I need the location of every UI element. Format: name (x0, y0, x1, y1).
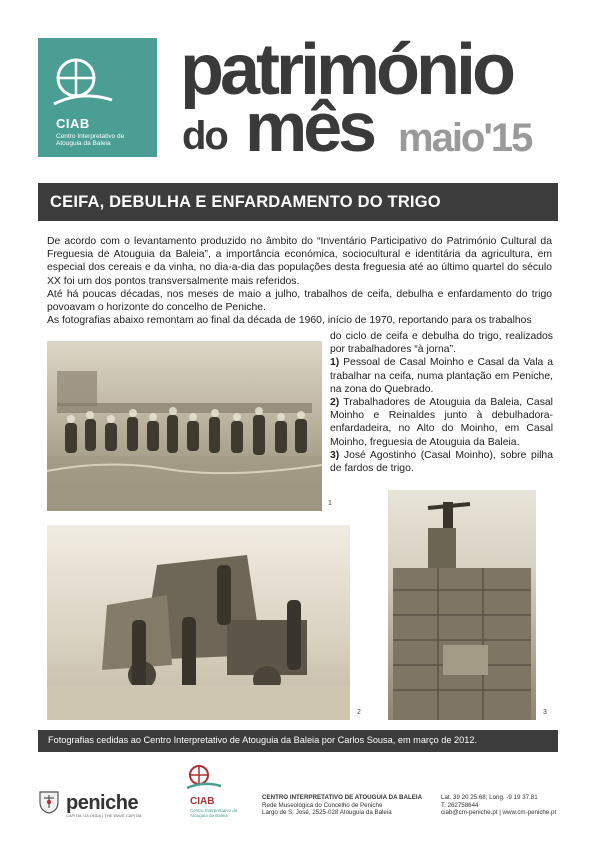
description-item-1 (330, 356, 553, 396)
photo-number-3: 3 (543, 709, 547, 716)
photo-credit: Fotografias cedidas ao Centro Interpretativo de Atouguia da Baleia por Carlos Sousa, em março de 2012. (48, 735, 478, 745)
header-title-do: do (182, 114, 227, 158)
item-number: 1) (330, 357, 340, 369)
email-website: ciab@cm-peniche.pt | www.cm-peniche.pt (441, 809, 557, 817)
section-title: CEIFA, DEBULHA E ENFARDAMENTO DO TRIGO (50, 193, 441, 211)
ciab-emblem-icon (46, 46, 116, 116)
ciab-footer-emblem-icon (183, 762, 223, 794)
photo-number-1: 1 (328, 500, 332, 507)
header-title-patrimonio: património (180, 30, 512, 110)
item-text: Pessoal de Casal Moinho e Casal da Vala a trabalhar na ceifa, numa plantação em Peniche, na zona do Quebrado. (330, 357, 553, 395)
item-number: 2) (330, 397, 340, 409)
caption-bar (38, 730, 558, 752)
intro-text (47, 235, 552, 327)
center-title: CENTRO INTERPRETATIVO DE ATOUGUIA DA BALEIA (262, 794, 423, 801)
description-item-2 (330, 396, 553, 449)
photo-descriptions (330, 330, 553, 475)
photo-2 (47, 525, 350, 720)
ciab-logo (38, 38, 157, 157)
phone: T. 262758644 (441, 801, 479, 809)
item-number: 3) (330, 449, 340, 461)
intro-paragraph-2: Até há poucas décadas, nos meses de maio a julho, trabalhos de ceifa, debulha e enfardamento do trigo povoavam o horizonte do concelho de Peniche. (47, 288, 552, 314)
photo-3 (388, 490, 536, 720)
peniche-tagline: CAPITAL DA ONDA | THE WAVE CAPITAL (66, 813, 143, 818)
photo-number-2: 2 (357, 709, 361, 716)
item-text: José Agostinho (Casal Moinho), sobre pilha de fardos de trigo. (330, 449, 553, 475)
description-item-3 (330, 449, 553, 475)
peniche-logo-text: peniche (66, 792, 139, 814)
logo-subtitle: Centro Interpretativo de Atouguia da Baleia (56, 133, 125, 147)
intro-paragraph-3: As fotografias abaixo remontam ao final da década de 1960, início de 1970, reportando para os trabalhos (47, 315, 532, 327)
ciab-footer-subtitle: Centro Interpretativo de Atouguia da Baleia (190, 808, 238, 818)
header-title-mes: mês (245, 88, 374, 166)
coordinates: Lat. 39 20 25.68; Long. -9 19 37.81 (441, 794, 538, 801)
center-network: Rede Museológica do Concelho de Peniche (262, 801, 383, 809)
section-title-bar (38, 183, 558, 221)
center-contacts (441, 794, 561, 817)
header-month: maio'15 (398, 116, 532, 160)
ciab-footer-logo (183, 762, 223, 799)
intro-paragraph-1: De acordo com o levantamento produzido no âmbito do “Inventário Participativo do Património Cultural da Freguesia de Atouguia da Baleia”, a importância económica, sociocultural e identitária da agricultura, em especial dos cereais e da vinha, no dia-a-dia das populações desta freguesia até ao último quartel do século XX foi um dos pontos transversalmente mais referidos. (47, 236, 552, 287)
item-text: Trabalhadores de Atouguia da Baleia, Casal Moinho e Reinaldes junto à debulhadora-enfardadeira, no Alto do Moinho, em Casal Moinho, freguesia de Atouguia da Baleia. (330, 397, 553, 448)
description-continuation: do ciclo de ceifa e debulha do trigo, realizados por trabalhadores “à jorna”. (330, 331, 553, 356)
photo-1 (47, 341, 322, 511)
center-address (262, 794, 442, 817)
center-street: Largo de S. José, 2525-028 Atouguia da Baleia (262, 809, 392, 817)
ciab-footer-name: CIAB (190, 796, 215, 807)
municipal-coat-of-arms-icon (38, 790, 60, 819)
logo-name: CIAB (56, 116, 90, 131)
